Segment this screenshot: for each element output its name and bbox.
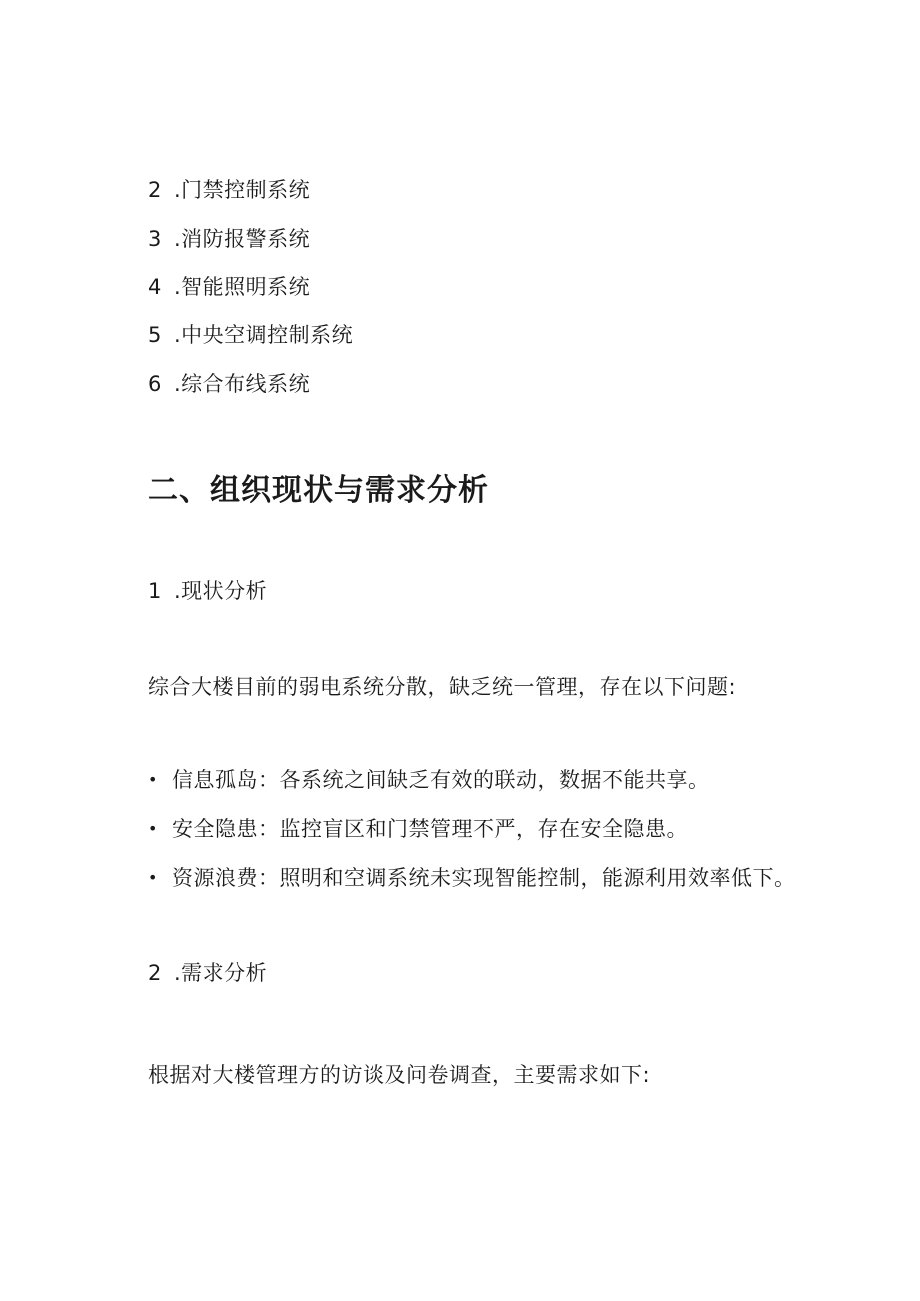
list-item-number: 3: [148, 227, 162, 251]
subsection-text: .需求分析: [174, 961, 268, 985]
subsection-number: 2: [148, 961, 162, 985]
subsection-number: 1: [148, 579, 162, 603]
section-heading: 二、组织现状与需求分析: [148, 473, 489, 508]
needs-intro-paragraph: 根据对大楼管理方的访谈及问卷调查，主要需求如下:: [148, 1063, 651, 1087]
list-item-text: .门禁控制系统: [174, 178, 311, 202]
list-item-number: 2: [148, 178, 162, 202]
issue-text: 信息孤岛：各系统之间缺乏有效的联动，数据不能共享。: [172, 768, 710, 792]
list-item-smart-lighting: [148, 273, 310, 301]
list-item-text: .综合布线系统: [174, 372, 311, 396]
list-item-number: 5: [148, 323, 162, 347]
subsection-title-status: [148, 577, 267, 605]
list-item-fire-alarm: [148, 225, 310, 253]
list-item-text: .消防报警系统: [174, 227, 311, 251]
bullet-icon: •: [148, 819, 158, 838]
subsection-text: .现状分析: [174, 579, 268, 603]
issue-bullet-item: [148, 864, 796, 892]
list-item-number: 4: [148, 275, 162, 299]
bullet-icon: •: [148, 770, 158, 789]
subsection-title-needs: [148, 959, 267, 987]
issue-text: 资源浪费：照明和空调系统未实现智能控制，能源利用效率低下。: [172, 866, 796, 890]
status-intro-paragraph: 综合大楼目前的弱电系统分散，缺乏统一管理，存在以下问题:: [148, 675, 737, 699]
list-item-cabling: [148, 370, 310, 398]
bullet-icon: •: [148, 868, 158, 887]
list-item-number: 6: [148, 372, 162, 396]
list-item-text: .智能照明系统: [174, 275, 311, 299]
list-item-text: .中央空调控制系统: [174, 323, 354, 347]
list-item-hvac-control: [148, 321, 353, 349]
issue-bullet-item: [148, 815, 688, 843]
issue-text: 安全隐患：监控盲区和门禁管理不严，存在安全隐患。: [172, 817, 688, 841]
list-item-access-control: [148, 176, 310, 204]
issue-bullet-item: [148, 766, 710, 794]
